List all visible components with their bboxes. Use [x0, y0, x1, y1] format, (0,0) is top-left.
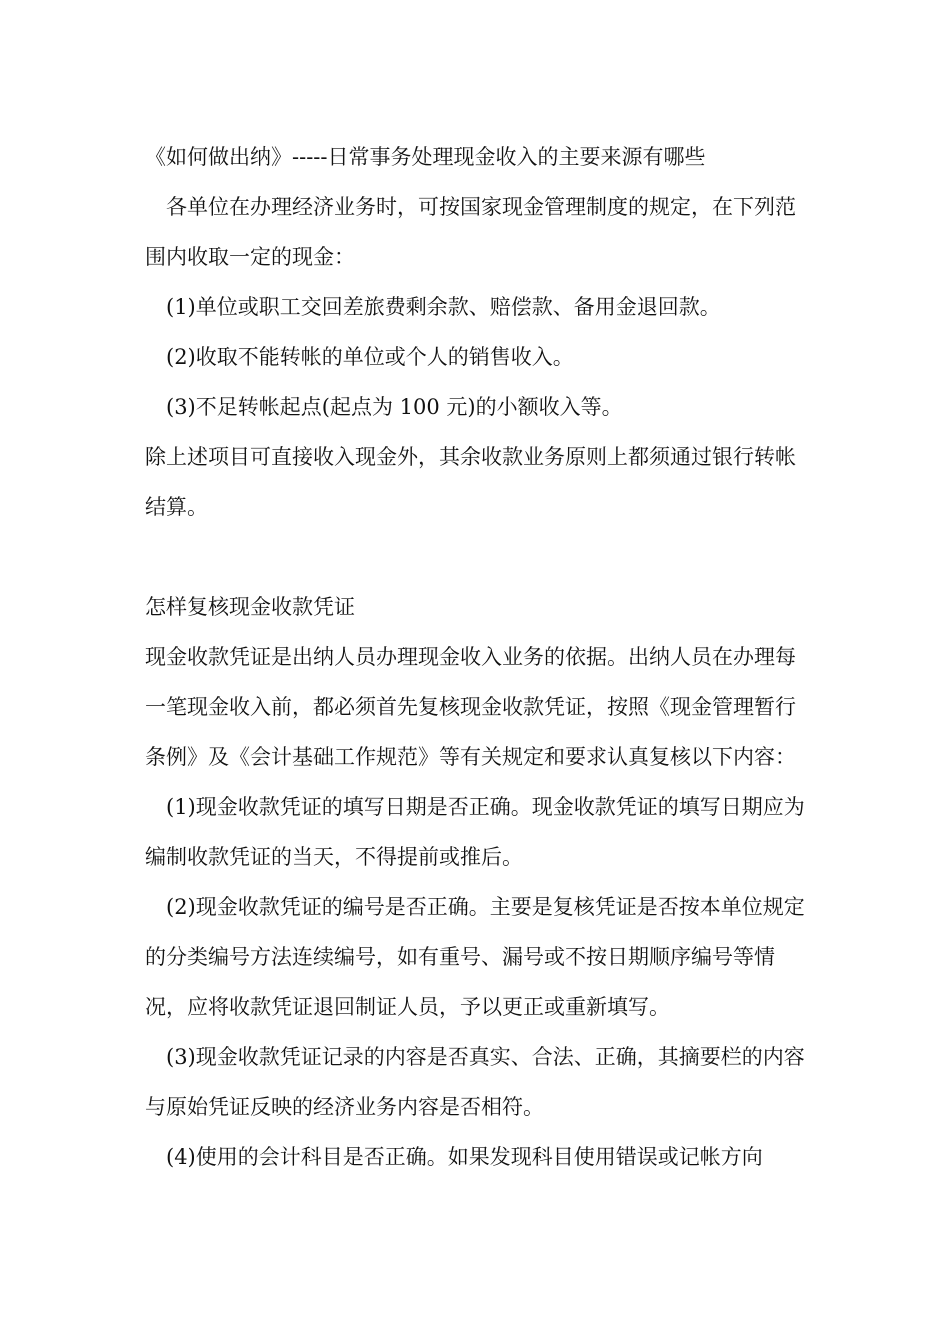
section-1-title: 《如何做出纳》-----日常事务处理现金收入的主要来源有哪些 [145, 145, 706, 169]
section-1-item-1: (1)单位或职工交回差旅费剩余款、赔偿款、备用金退回款。 [166, 295, 721, 319]
section-2-item-4: (4)使用的会计科目是否正确。如果发现科目使用错误或记帐方向 [166, 1145, 763, 1169]
document-body [145, 132, 810, 1182]
section-2-item-2: (2)现金收款凭证的编号是否正确。主要是复核凭证是否按本单位规定的分类编号方法连续编号，如有重号、漏号或不按日期顺序编号等情况，应将收款凭证退回制证人员，予以更正或重新填写。 [145, 895, 805, 1019]
section-2-title: 怎样复核现金收款凭证 [145, 595, 355, 619]
section-1-intro: 各单位在办理经济业务时，可按国家现金管理制度的规定，在下列范围内收取一定的现金： [145, 195, 796, 269]
section-1-closing: 除上述项目可直接收入现金外，其余收款业务原则上都须通过银行转帐结算。 [145, 445, 796, 519]
section-1-item-2: (2)收取不能转帐的单位或个人的销售收入。 [166, 345, 574, 369]
section-2-item-3: (3)现金收款凭证记录的内容是否真实、合法、正确，其摘要栏的内容与原始凭证反映的经济业务内容是否相符。 [145, 1045, 805, 1119]
section-2-item-1: (1)现金收款凭证的填写日期是否正确。现金收款凭证的填写日期应为编制收款凭证的当天，不得提前或推后。 [145, 795, 805, 869]
section-gap [145, 532, 810, 582]
section-2-intro: 现金收款凭证是出纳人员办理现金收入业务的依据。出纳人员在办理每一笔现金收入前，都必须首先复核现金收款凭证，按照《现金管理暂行条例》及《会计基础工作规范》等有关规定和要求认真复核以下内容： [145, 645, 796, 769]
section-1-item-3: (3)不足转帐起点(起点为 100 元)的小额收入等。 [166, 395, 623, 419]
